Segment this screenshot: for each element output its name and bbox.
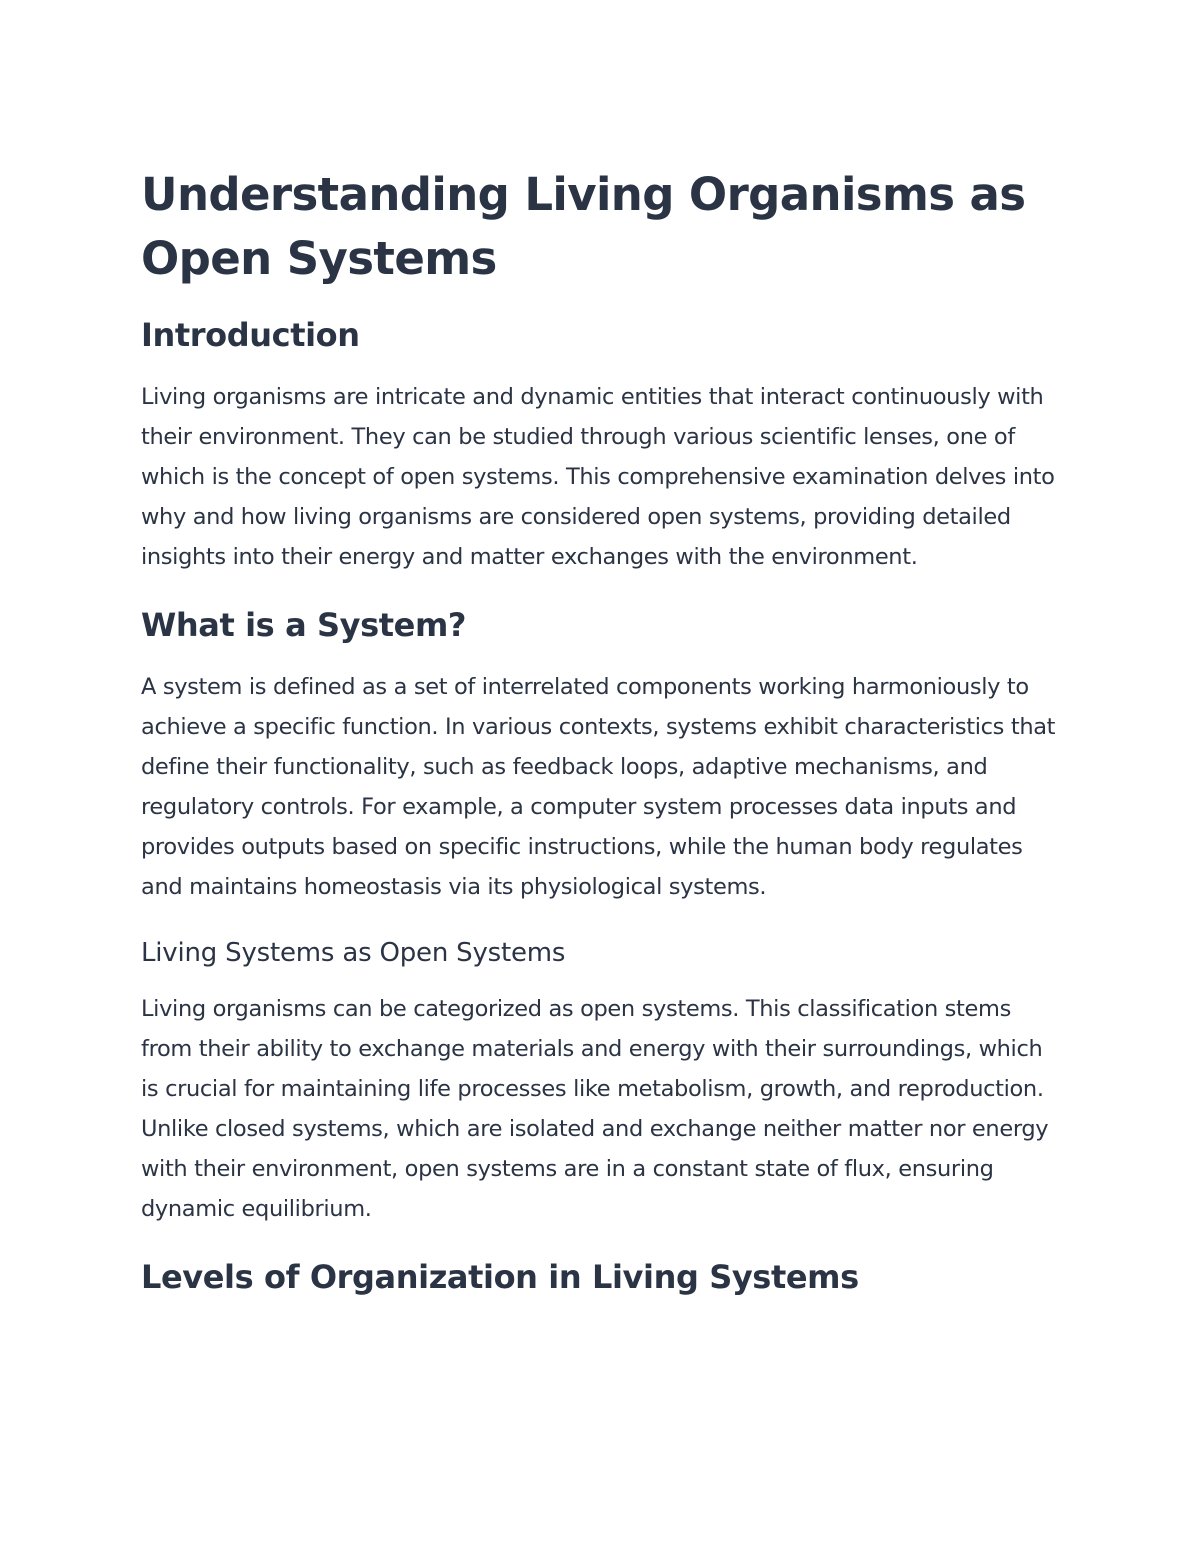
section-heading-introduction: Introduction xyxy=(141,316,360,354)
subsection-heading-living-systems: Living Systems as Open Systems xyxy=(141,938,566,968)
section-body-what-is-a-system: A system is defined as a set of interrelated components working harmoniously to achieve a specific function. In various contexts, systems exhibit characteristics that define their functionality, such as feedback loops, adaptive mechanisms, and regulatory controls. For example, a computer system processes data inputs and provides outputs based on specific instructions, while the human body regulates and maintains homeostasis via its physiological systems. xyxy=(141,674,1056,900)
document-title: Understanding Living Organisms as Open Systems xyxy=(141,168,1026,285)
subsection-body-living-systems: Living organisms can be categorized as open systems. This classification stems from their ability to exchange materials and energy with their surroundings, which is crucial for maintaining life processes like metabolism, growth, and reproduction. Unlike closed systems, which are isolated and exchange neither matter nor energy with their environment, open systems are in a constant state of flux, ensuring dynamic equilibrium. xyxy=(141,996,1049,1222)
section-heading-levels-of-organization: Levels of Organization in Living Systems xyxy=(141,1258,859,1296)
section-heading-what-is-a-system: What is a System? xyxy=(141,606,467,644)
section-body-introduction: Living organisms are intricate and dynamic entities that interact continuously with their environment. They can be studied through various scientific lenses, one of which is the concept of open systems. This comprehensive examination delves into why and how living organisms are considered open systems, providing detailed insights into their energy and matter exchanges with the environment. xyxy=(141,384,1055,570)
document-page xyxy=(141,163,1066,1319)
